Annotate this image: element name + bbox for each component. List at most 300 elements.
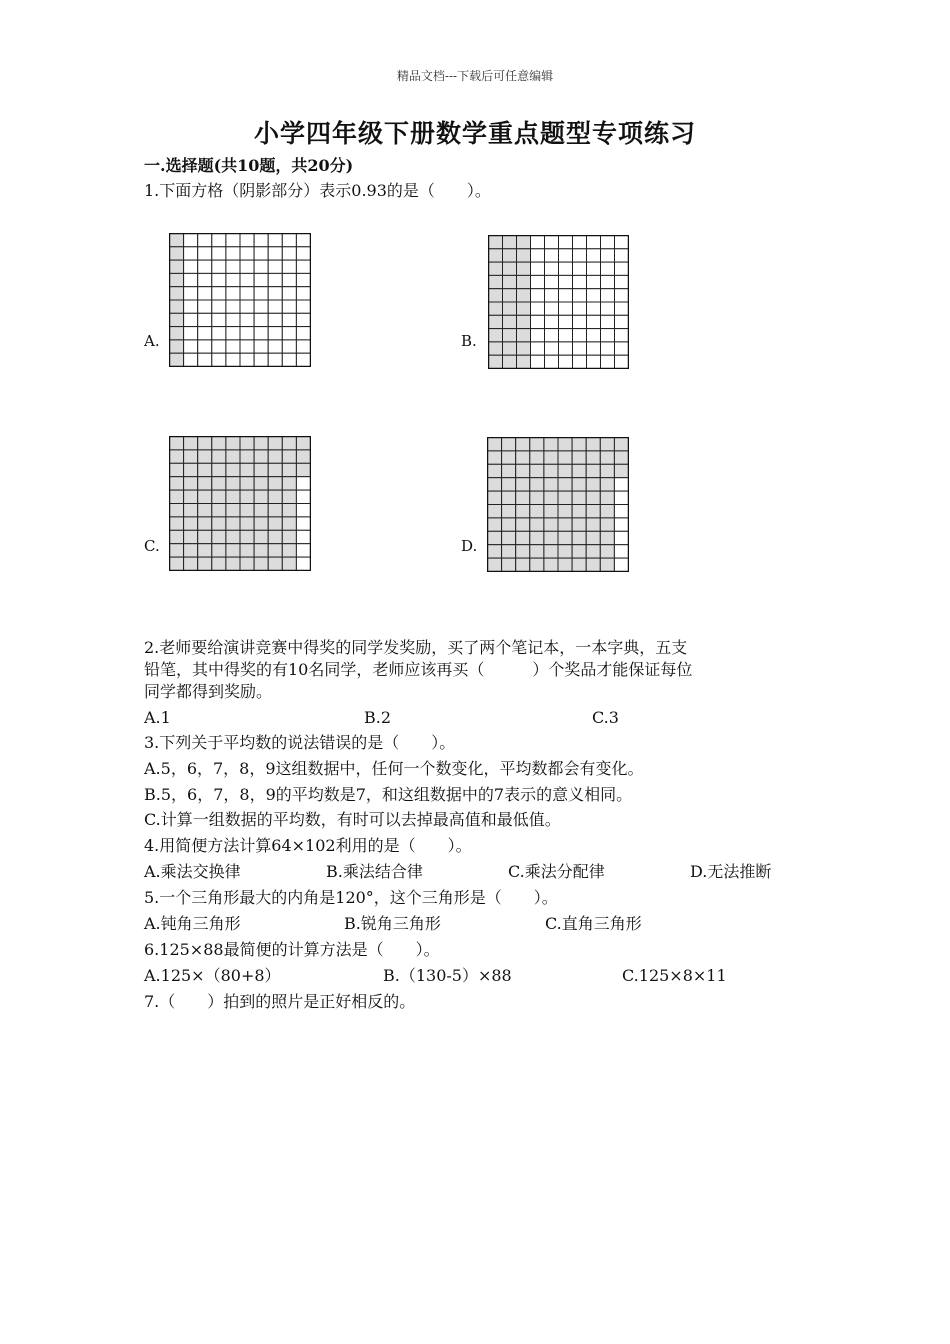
grid-cell — [615, 315, 629, 328]
grid-cell — [531, 289, 545, 302]
grid-cell-shaded — [198, 477, 212, 490]
grid-cell-shaded — [503, 355, 517, 368]
grid-cell-shaded — [170, 557, 184, 570]
grid-cell — [254, 234, 268, 247]
grid-cell-shaded — [530, 451, 544, 464]
grid-cell — [240, 340, 254, 353]
grid-cell — [615, 302, 629, 315]
grid-cell — [240, 313, 254, 326]
grid-cell-shaded — [517, 262, 531, 275]
grid-cell — [531, 275, 545, 288]
grid-cell-shaded — [502, 518, 516, 531]
grid-cell — [198, 353, 212, 366]
grid-cell-shaded — [517, 249, 531, 262]
grid-cell — [531, 355, 545, 368]
grid-cell-shaded — [503, 329, 517, 342]
grid-cell — [282, 247, 296, 260]
grid-cell-shaded — [184, 463, 198, 476]
grid-cell-shaded — [212, 477, 226, 490]
grid-cell — [254, 327, 268, 340]
grid-cell — [573, 262, 587, 275]
grid-cell-shaded — [503, 302, 517, 315]
page-header: 精品文档---下载后可任意编辑 — [396, 69, 554, 83]
grid-cell-shaded — [517, 315, 531, 328]
grid-cell — [614, 518, 628, 531]
grid-cell-shaded — [198, 504, 212, 517]
grid-cell — [601, 289, 615, 302]
question-7-text: 7.（ ）拍到的照片是正好相反的。 — [144, 992, 416, 1011]
grid-cell-shaded — [282, 477, 296, 490]
grid-cell-shaded — [240, 450, 254, 463]
grid-cell — [614, 545, 628, 558]
grid-cell-shaded — [226, 557, 240, 570]
grid-cell — [601, 329, 615, 342]
grid-cell — [614, 478, 628, 491]
grid-cell-shaded — [184, 437, 198, 450]
grid-cell — [559, 315, 573, 328]
grid-cell-shaded — [586, 451, 600, 464]
grid-option-b[interactable] — [488, 235, 629, 369]
grid-cell-shaded — [282, 530, 296, 543]
question-6-option-c[interactable]: C.125×8×11 — [622, 966, 727, 985]
grid-cell — [296, 504, 310, 517]
grid-cell-shaded — [212, 437, 226, 450]
grid-cell — [184, 340, 198, 353]
grid-cell — [254, 260, 268, 273]
grid-cell — [198, 234, 212, 247]
grid-cell-shaded — [572, 545, 586, 558]
grid-cell — [198, 340, 212, 353]
grid-cell-shaded — [530, 558, 544, 571]
grid-cell-shaded — [170, 260, 184, 273]
grid-cell — [282, 260, 296, 273]
grid-cell — [184, 260, 198, 273]
grid-cell-shaded — [572, 464, 586, 477]
grid-cell — [268, 300, 282, 313]
grid-cell — [587, 355, 601, 368]
grid-cell-shaded — [544, 531, 558, 544]
grid-cell — [254, 353, 268, 366]
grid-cell-shaded — [198, 450, 212, 463]
grid-cell — [268, 260, 282, 273]
grid-cell — [296, 490, 310, 503]
grid-cell-shaded — [600, 545, 614, 558]
grid-cell — [184, 327, 198, 340]
grid-cell — [282, 353, 296, 366]
grid-cell-shaded — [516, 438, 530, 451]
grid-cell-shaded — [558, 438, 572, 451]
grid-cell-shaded — [544, 491, 558, 504]
grid-cell — [573, 329, 587, 342]
grid-cell — [198, 260, 212, 273]
grid-cell — [296, 530, 310, 543]
grid-cell-shaded — [184, 530, 198, 543]
grid-cell — [212, 340, 226, 353]
grid-cell-shaded — [586, 478, 600, 491]
grid-cell-shaded — [198, 490, 212, 503]
grid-cell — [254, 247, 268, 260]
grid-cell-shaded — [489, 355, 503, 368]
grid-cell-shaded — [240, 544, 254, 557]
grid-cell — [184, 300, 198, 313]
grid-cell-shaded — [226, 544, 240, 557]
grid-cell-shaded — [240, 517, 254, 530]
grid-cell-shaded — [530, 491, 544, 504]
grid-cell — [296, 234, 310, 247]
grid-cell-shaded — [254, 477, 268, 490]
grid-cell — [296, 517, 310, 530]
grid-cell-shaded — [170, 353, 184, 366]
grid-cell-shaded — [544, 545, 558, 558]
grid-cell — [614, 558, 628, 571]
grid-cell-shaded — [516, 558, 530, 571]
grid-cell-shaded — [170, 247, 184, 260]
grid-cell — [226, 353, 240, 366]
grid-cell-shaded — [572, 558, 586, 571]
grid-cell-shaded — [226, 490, 240, 503]
grid-cell — [268, 287, 282, 300]
grid-cell-shaded — [600, 464, 614, 477]
grid-cell — [573, 355, 587, 368]
grid-cell-shaded — [586, 531, 600, 544]
grid-cell-shaded — [488, 451, 502, 464]
grid-cell-shaded — [517, 289, 531, 302]
question-5-option-a[interactable]: A.钝角三角形 — [144, 914, 241, 933]
question-2-option-a[interactable]: A.1 — [144, 708, 171, 727]
grid-cell-shaded — [558, 505, 572, 518]
grid-cell-shaded — [586, 558, 600, 571]
grid-cell — [268, 313, 282, 326]
grid-cell-shaded — [198, 517, 212, 530]
grid-cell-shaded — [226, 437, 240, 450]
grid-cell-shaded — [226, 517, 240, 530]
grid-cell-shaded — [240, 504, 254, 517]
question-6-option-a[interactable]: A.125×（80+8） — [144, 966, 281, 985]
grid-cell-shaded — [489, 249, 503, 262]
grid-cell-shaded — [184, 450, 198, 463]
grid-cell-shaded — [586, 545, 600, 558]
grid-cell — [254, 313, 268, 326]
grid-cell — [587, 289, 601, 302]
grid-cell-shaded — [184, 517, 198, 530]
grid-option-d[interactable] — [487, 437, 629, 572]
grid-cell-shaded — [600, 451, 614, 464]
grid-cell-shaded — [614, 451, 628, 464]
grid-cell-shaded — [558, 545, 572, 558]
grid-cell — [226, 234, 240, 247]
grid-cell — [545, 249, 559, 262]
grid-cell — [601, 302, 615, 315]
grid-cell-shaded — [530, 545, 544, 558]
question-4-option-b[interactable]: B.乘法结合律 — [326, 862, 423, 881]
grid-cell-shaded — [254, 490, 268, 503]
grid-cell-shaded — [517, 342, 531, 355]
grid-cell-shaded — [586, 438, 600, 451]
grid-cell — [282, 300, 296, 313]
grid-cell-shaded — [502, 531, 516, 544]
grid-cell-shaded — [503, 249, 517, 262]
grid-cell-shaded — [268, 490, 282, 503]
grid-cell — [614, 491, 628, 504]
grid-cell-shaded — [600, 438, 614, 451]
grid-cell-shaded — [212, 450, 226, 463]
grid-cell-shaded — [586, 505, 600, 518]
grid-cell — [212, 260, 226, 273]
grid-cell-shaded — [212, 557, 226, 570]
grid-cell — [296, 247, 310, 260]
grid-cell — [545, 289, 559, 302]
grid-cell-shaded — [544, 518, 558, 531]
grid-cell — [615, 289, 629, 302]
grid-cell — [198, 327, 212, 340]
grid-cell — [615, 249, 629, 262]
grid-cell — [240, 260, 254, 273]
grid-cell-shaded — [600, 531, 614, 544]
grid-cell-shaded — [600, 518, 614, 531]
grid-cell — [559, 329, 573, 342]
grid-cell — [212, 353, 226, 366]
grid-cell — [573, 236, 587, 249]
grid-cell-shaded — [614, 464, 628, 477]
grid-cell — [282, 287, 296, 300]
grid-cell — [296, 340, 310, 353]
grid-cell — [240, 273, 254, 286]
grid-cell — [573, 315, 587, 328]
grid-cell-shaded — [488, 464, 502, 477]
grid-cell-shaded — [530, 438, 544, 451]
grid-cell-shaded — [558, 491, 572, 504]
grid-cell-shaded — [502, 438, 516, 451]
grid-cell — [559, 262, 573, 275]
grid-cell — [296, 300, 310, 313]
grid-cell-shaded — [184, 557, 198, 570]
grid-cell — [545, 302, 559, 315]
question-2-line-1: 2.老师要给演讲竞赛中得奖的同学发奖励，买了两个笔记本，一本字典，五支 — [144, 638, 688, 657]
grid-cell — [226, 313, 240, 326]
grid-cell-shaded — [558, 464, 572, 477]
grid-cell-shaded — [170, 273, 184, 286]
grid-cell-shaded — [530, 478, 544, 491]
grid-cell-shaded — [503, 236, 517, 249]
question-3-option-a[interactable]: A.5，6，7，8，9这组数据中，任何一个数变化，平均数都会有变化。 — [144, 759, 644, 778]
grid-cell — [601, 355, 615, 368]
grid-cell-shaded — [170, 234, 184, 247]
question-4-option-c[interactable]: C.乘法分配律 — [508, 862, 605, 881]
grid-cell — [268, 234, 282, 247]
grid-cell-shaded — [489, 342, 503, 355]
grid-cell — [212, 313, 226, 326]
grid-cell — [559, 289, 573, 302]
grid-cell — [296, 544, 310, 557]
question-5-option-c[interactable]: C.直角三角形 — [545, 914, 642, 933]
grid-cell-shaded — [544, 505, 558, 518]
grid-cell-shaded — [268, 557, 282, 570]
grid-cell — [559, 236, 573, 249]
grid-cell — [184, 353, 198, 366]
grid-cell-shaded — [212, 504, 226, 517]
grid-cell — [198, 300, 212, 313]
question-4-option-a[interactable]: A.乘法交换律 — [144, 862, 241, 881]
grid-cell-shaded — [517, 275, 531, 288]
grid-cell-shaded — [544, 438, 558, 451]
grid-cell — [615, 262, 629, 275]
grid-cell-shaded — [558, 518, 572, 531]
grid-cell-shaded — [488, 545, 502, 558]
grid-cell-shaded — [572, 438, 586, 451]
grid-cell — [601, 342, 615, 355]
grid-cell — [587, 262, 601, 275]
grid-cell — [226, 300, 240, 313]
grid-cell-shaded — [254, 437, 268, 450]
grid-cell-shaded — [517, 302, 531, 315]
grid-cell-shaded — [170, 530, 184, 543]
grid-cell — [601, 262, 615, 275]
question-3-option-c[interactable]: C.计算一组数据的平均数，有时可以去掉最高值和最低值。 — [144, 810, 561, 829]
grid-cell-shaded — [558, 478, 572, 491]
grid-cell-shaded — [184, 490, 198, 503]
grid-cell-shaded — [254, 557, 268, 570]
grid-cell — [531, 315, 545, 328]
grid-cell-shaded — [282, 544, 296, 557]
grid-cell-shaded — [502, 558, 516, 571]
grid-cell-shaded — [240, 557, 254, 570]
grid-cell — [226, 247, 240, 260]
section-heading: 一.选择题(共10题，共20分) — [144, 156, 354, 175]
grid-cell-shaded — [502, 491, 516, 504]
grid-cell-shaded — [502, 464, 516, 477]
grid-cell — [296, 313, 310, 326]
grid-cell — [531, 249, 545, 262]
option-c-label: C. — [144, 537, 160, 555]
grid-cell-shaded — [282, 463, 296, 476]
grid-cell-shaded — [517, 329, 531, 342]
question-2-option-c[interactable]: C.3 — [592, 708, 619, 727]
question-2-option-b[interactable]: B.2 — [364, 708, 392, 727]
grid-cell-shaded — [296, 450, 310, 463]
grid-cell-shaded — [516, 505, 530, 518]
grid-cell-shaded — [212, 530, 226, 543]
grid-cell — [296, 557, 310, 570]
grid-cell-shaded — [489, 275, 503, 288]
grid-cell — [559, 342, 573, 355]
grid-cell-shaded — [530, 518, 544, 531]
grid-cell-shaded — [198, 557, 212, 570]
grid-cell-shaded — [488, 478, 502, 491]
grid-cell — [254, 287, 268, 300]
question-3-option-b[interactable]: B.5，6，7，8，9的平均数是7，和这组数据中的7表示的意义相同。 — [144, 785, 633, 804]
grid-cell — [184, 247, 198, 260]
grid-cell — [531, 262, 545, 275]
grid-cell — [282, 327, 296, 340]
question-4-text: 4.用简便方法计算64×102利用的是（ ）。 — [144, 836, 472, 855]
grid-cell — [282, 234, 296, 247]
grid-cell — [573, 275, 587, 288]
grid-cell — [615, 275, 629, 288]
grid-cell-shaded — [226, 530, 240, 543]
question-1-text: 1.下面方格（阴影部分）表示0.93的是（ ）。 — [144, 181, 491, 200]
grid-cell — [545, 236, 559, 249]
grid-cell — [226, 273, 240, 286]
grid-cell-shaded — [530, 505, 544, 518]
grid-cell — [615, 329, 629, 342]
option-d-label: D. — [461, 537, 478, 555]
grid-cell-shaded — [198, 463, 212, 476]
grid-cell-shaded — [572, 531, 586, 544]
grid-cell-shaded — [502, 545, 516, 558]
page-title: 小学四年级下册数学重点题型专项练习 — [253, 119, 696, 148]
grid-cell — [296, 260, 310, 273]
grid-cell — [226, 287, 240, 300]
grid-cell-shaded — [502, 505, 516, 518]
grid-cell-shaded — [488, 438, 502, 451]
grid-cell — [268, 327, 282, 340]
grid-cell — [240, 234, 254, 247]
question-4-option-d[interactable]: D.无法推断 — [690, 862, 772, 881]
grid-cell-shaded — [517, 236, 531, 249]
grid-cell-shaded — [586, 518, 600, 531]
grid-cell-shaded — [282, 437, 296, 450]
grid-cell-shaded — [516, 491, 530, 504]
grid-cell — [296, 327, 310, 340]
grid-cell — [240, 327, 254, 340]
grid-cell-shaded — [558, 451, 572, 464]
grid-cell-shaded — [544, 464, 558, 477]
grid-cell — [268, 273, 282, 286]
grid-cell-shaded — [600, 558, 614, 571]
grid-cell — [198, 273, 212, 286]
grid-cell — [615, 236, 629, 249]
grid-cell-shaded — [170, 463, 184, 476]
grid-cell — [254, 300, 268, 313]
grid-cell-shaded — [170, 437, 184, 450]
grid-cell-shaded — [544, 478, 558, 491]
question-5-option-b[interactable]: B.锐角三角形 — [344, 914, 441, 933]
grid-cell-shaded — [282, 490, 296, 503]
question-6-option-b[interactable]: B.（130-5）×88 — [383, 966, 512, 985]
grid-cell-shaded — [489, 329, 503, 342]
grid-cell — [212, 234, 226, 247]
grid-cell — [614, 531, 628, 544]
grid-cell — [545, 315, 559, 328]
option-a-label: A. — [144, 332, 160, 350]
grid-cell-shaded — [489, 262, 503, 275]
grid-cell — [268, 353, 282, 366]
grid-option-c[interactable] — [169, 436, 311, 571]
grid-cell-shaded — [488, 531, 502, 544]
grid-cell-shaded — [198, 530, 212, 543]
grid-cell-shaded — [268, 517, 282, 530]
grid-cell-shaded — [282, 450, 296, 463]
grid-cell-shaded — [282, 504, 296, 517]
question-6-text: 6.125×88最简便的计算方法是（ ）。 — [144, 940, 440, 959]
grid-cell — [545, 262, 559, 275]
grid-cell-shaded — [226, 504, 240, 517]
grid-cell — [545, 275, 559, 288]
grid-cell-shaded — [516, 464, 530, 477]
grid-cell-shaded — [516, 531, 530, 544]
grid-cell — [282, 273, 296, 286]
grid-cell-shaded — [226, 477, 240, 490]
grid-cell — [212, 327, 226, 340]
grid-cell-shaded — [268, 463, 282, 476]
option-b-label: B. — [461, 332, 477, 350]
grid-cell-shaded — [516, 478, 530, 491]
grid-cell-shaded — [503, 342, 517, 355]
grid-cell-shaded — [558, 531, 572, 544]
grid-option-a[interactable] — [169, 233, 311, 367]
grid-cell — [226, 260, 240, 273]
grid-cell-shaded — [489, 289, 503, 302]
